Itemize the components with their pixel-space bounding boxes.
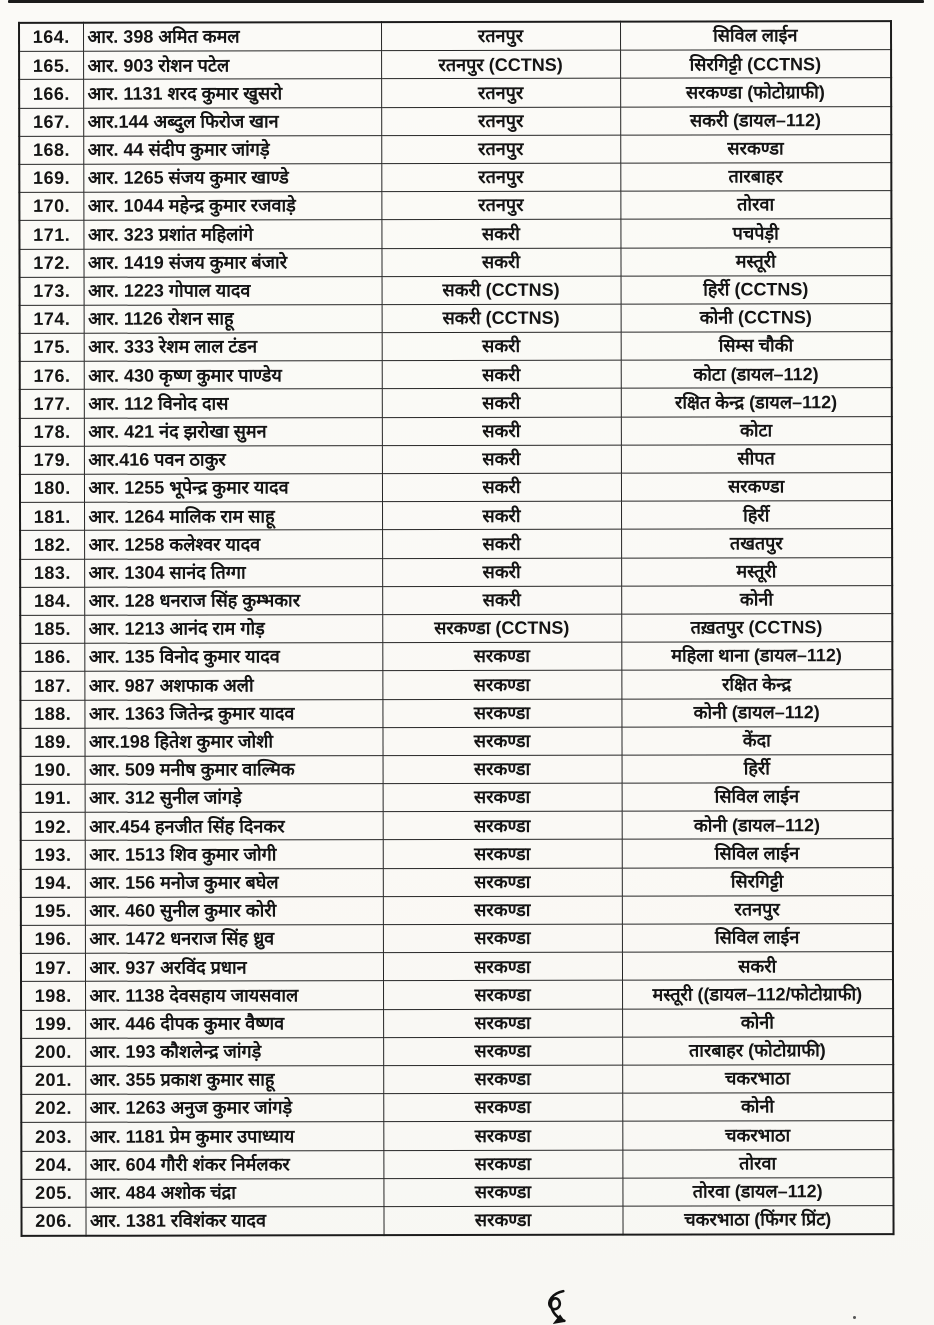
name-cell: आर. 398 अमित कमल: [83, 22, 381, 51]
table-row: [19, 21, 891, 52]
name-cell: आर. 1044 महेन्द्र कुमार रजवाड़े: [83, 192, 381, 221]
from-post-cell: रतनपुर: [381, 135, 620, 164]
from-post-cell: सकरी: [382, 445, 621, 474]
name-cell: आर. 128 धनराज सिंह कुम्भकार: [84, 586, 382, 615]
serial-cell: 168.: [19, 136, 83, 164]
table-row: [19, 219, 891, 249]
serial-cell: 193.: [21, 841, 85, 869]
to-post-cell: चकरभाठा: [622, 1121, 893, 1150]
serial-cell: 206.: [21, 1207, 85, 1236]
to-post-cell: रतनपुर: [622, 895, 893, 924]
to-post-cell: कोटा: [621, 416, 892, 445]
table-row: [21, 1008, 893, 1038]
name-cell: आर. 44 संदीप कुमार जांगड़े: [83, 135, 381, 164]
to-post-cell: सरकण्डा (फोटोग्राफी): [620, 78, 891, 107]
from-post-cell: सरकण्डा: [383, 840, 622, 869]
serial-cell: 170.: [19, 192, 83, 220]
table-row: [20, 501, 892, 531]
table-row: [20, 614, 892, 644]
to-post-cell: सिरगिट्टी: [622, 867, 893, 896]
serial-cell: 192.: [21, 813, 85, 841]
from-post-cell: सरकण्डा: [383, 1121, 622, 1150]
from-post-cell: सरकण्डा (CCTNS): [382, 614, 621, 643]
from-post-cell: सकरी: [382, 332, 621, 361]
name-cell: आर. 604 गौरी शंकर निर्मलकर: [85, 1150, 383, 1179]
table-row: [21, 1149, 893, 1179]
from-post-cell: रतनपुर: [381, 22, 620, 51]
table-row: [21, 1177, 893, 1207]
serial-cell: 201.: [21, 1066, 85, 1094]
serial-cell: 176.: [20, 362, 84, 390]
name-cell: आर. 1472 धनराज सिंह ध्रुव: [85, 925, 383, 954]
to-post-cell: महिला थाना (डायल–112): [621, 642, 892, 671]
name-cell: आर. 1264 मालिक राम साहू: [84, 502, 382, 531]
serial-cell: 194.: [21, 869, 85, 897]
serial-cell: 189.: [20, 728, 84, 756]
serial-cell: 178.: [20, 418, 84, 446]
name-cell: आर. 193 कौशलेन्द्र जांगड़े: [85, 1037, 383, 1066]
table-row: [20, 670, 892, 700]
name-cell: आर. 1513 शिव कुमार जोगी: [85, 840, 383, 869]
table-row: [21, 839, 893, 869]
to-post-cell: रक्षित केन्द्र (डायल–112): [621, 388, 892, 417]
to-post-cell: कोनी (डायल–112): [621, 698, 892, 727]
serial-cell: 172.: [19, 249, 83, 277]
name-cell: आर. 1263 अनुज कुमार जांगड़े: [85, 1094, 383, 1123]
name-cell: आर.144 अब्दुल फिरोज खान: [83, 107, 381, 136]
from-post-cell: सकरी: [381, 248, 620, 277]
table-row: [20, 557, 892, 587]
serial-cell: 188.: [20, 700, 84, 728]
to-post-cell: केंदा: [621, 726, 892, 755]
serial-cell: 205.: [21, 1179, 85, 1207]
to-post-cell: सकरी (डायल–112): [620, 106, 891, 135]
name-cell: आर. 1138 देवसहाय जायसवाल: [85, 981, 383, 1010]
to-post-cell: तोरवा: [622, 1149, 893, 1178]
name-cell: आर. 1131 शरद कुमार खुसरो: [83, 79, 381, 108]
serial-cell: 190.: [21, 756, 85, 784]
serial-cell: 171.: [19, 221, 83, 249]
table-row: [21, 924, 893, 954]
name-cell: आर.198 हितेश कुमार जोशी: [84, 727, 382, 756]
serial-cell: 164.: [19, 23, 83, 52]
from-post-cell: सकरी: [382, 389, 621, 418]
serial-cell: 200.: [21, 1038, 85, 1066]
name-cell: आर. 460 सुनील कुमार कोरी: [85, 896, 383, 925]
transfer-table: [18, 20, 895, 1237]
serial-cell: 173.: [20, 277, 84, 305]
from-post-cell: रतनपुर: [381, 107, 620, 136]
table-row: [21, 783, 893, 813]
to-post-cell: सिम्स चौकी: [621, 332, 892, 361]
table-row: [19, 247, 891, 277]
table-row: [20, 698, 892, 728]
name-cell: आर. 1381 रविशंकर यादव: [85, 1207, 383, 1236]
to-post-cell: सिविल लाईन: [622, 783, 893, 812]
name-cell: आर. 446 दीपक कुमार वैष्णव: [85, 1009, 383, 1038]
from-post-cell: सकरी: [382, 360, 621, 389]
name-cell: आर.416 पवन ठाकुर: [84, 445, 382, 474]
serial-cell: 191.: [21, 784, 85, 812]
serial-cell: 196.: [21, 925, 85, 953]
serial-cell: 174.: [20, 305, 84, 333]
name-cell: आर. 112 विनोद दास: [84, 389, 382, 418]
from-post-cell: रतनपुर (CCTNS): [381, 50, 620, 79]
from-post-cell: सकरी: [382, 558, 621, 587]
to-post-cell: तोरवा (डायल–112): [622, 1177, 893, 1206]
table-row: [20, 332, 892, 362]
from-post-cell: सकरी: [381, 219, 620, 248]
from-post-cell: सरकण्डा: [383, 1150, 622, 1179]
from-post-cell: सरकण्डा: [383, 981, 622, 1010]
to-post-cell: मस्तूरी ((डायल–112/फोटोग्राफी): [622, 980, 893, 1009]
to-post-cell: सिविल लाईन: [622, 924, 893, 953]
scan-speck: [853, 1316, 856, 1319]
name-cell: आर. 1255 भूपेन्द्र कुमार यादव: [84, 474, 382, 503]
from-post-cell: सरकण्डा: [382, 642, 621, 671]
to-post-cell: हिर्री: [621, 501, 892, 530]
from-post-cell: सरकण्डा: [382, 699, 621, 728]
name-cell: आर. 421 नंद झरोखा सुमन: [84, 417, 382, 446]
table-row: [20, 303, 892, 333]
name-cell: आर. 312 सुनील जांगड़े: [85, 784, 383, 813]
serial-cell: 177.: [20, 390, 84, 418]
from-post-cell: सरकण्डा: [383, 1178, 622, 1207]
table-row: [20, 529, 892, 559]
to-post-cell: सरकण्डा: [621, 473, 892, 502]
from-post-cell: रतनपुर: [381, 79, 620, 108]
name-cell: आर. 1181 प्रेम कुमार उपाध्याय: [85, 1122, 383, 1151]
name-cell: आर. 355 प्रकाश कुमार साहू: [85, 1066, 383, 1095]
name-cell: आर. 1223 गोपाल यादव: [84, 276, 382, 305]
serial-cell: 182.: [20, 531, 84, 559]
from-post-cell: सरकण्डा: [383, 924, 622, 953]
to-post-cell: मस्तूरी: [620, 247, 891, 276]
to-post-cell: सीपत: [621, 444, 892, 473]
table-row: [20, 360, 892, 390]
serial-cell: 169.: [19, 164, 83, 192]
page-top-border: [8, 0, 924, 3]
from-post-cell: सरकण्डा: [383, 1065, 622, 1094]
to-post-cell: हिर्री (CCTNS): [621, 275, 892, 304]
serial-cell: 183.: [20, 559, 84, 587]
to-post-cell: कोनी: [622, 1093, 893, 1122]
serial-cell: 180.: [20, 474, 84, 502]
name-cell: आर. 937 अरविंद प्रधान: [85, 953, 383, 982]
serial-cell: 184.: [20, 587, 84, 615]
from-post-cell: सकरी: [382, 473, 621, 502]
from-post-cell: सरकण्डा: [383, 1206, 622, 1235]
from-post-cell: सरकण्डा: [382, 727, 621, 756]
name-cell: आर. 987 अशफाक अली: [84, 671, 382, 700]
to-post-cell: तारबाहर (फोटोग्राफी): [622, 1036, 893, 1065]
table-row: [21, 811, 893, 841]
to-post-cell: सिविल लाईन: [622, 839, 893, 868]
table-row: [20, 642, 892, 672]
to-post-cell: सकरी: [622, 952, 893, 981]
serial-cell: 186.: [20, 643, 84, 671]
name-cell: आर. 1363 जितेन्द्र कुमार यादव: [84, 699, 382, 728]
from-post-cell: सरकण्डा: [383, 1009, 622, 1038]
serial-cell: 167.: [19, 108, 83, 136]
name-cell: आर. 484 अशोक चंद्रा: [85, 1178, 383, 1207]
to-post-cell: पचपेड़ी: [620, 219, 891, 248]
to-post-cell: सरकण्डा: [620, 134, 891, 163]
from-post-cell: सरकण्डा: [383, 811, 622, 840]
to-post-cell: सिविल लाईन: [620, 21, 891, 50]
serial-cell: 197.: [21, 953, 85, 981]
name-cell: आर. 903 रोशन पटेल: [83, 51, 381, 80]
name-cell: आर. 333 रेशम लाल टंडन: [84, 333, 382, 362]
to-post-cell: सिरगिट्टी (CCTNS): [620, 50, 891, 79]
to-post-cell: मस्तूरी: [621, 557, 892, 586]
table-row: [21, 1036, 893, 1066]
serial-cell: 165.: [19, 51, 83, 79]
table-row: [21, 754, 893, 784]
from-post-cell: सकरी (CCTNS): [382, 276, 621, 305]
from-post-cell: सरकण्डा: [383, 952, 622, 981]
table-row: [21, 1121, 893, 1151]
table-row: [20, 585, 892, 615]
from-post-cell: सकरी (CCTNS): [382, 304, 621, 333]
to-post-cell: चकरभाठा: [622, 1065, 893, 1094]
name-cell: आर. 323 प्रशांत महिलांगे: [83, 220, 381, 249]
to-post-cell: कोनी: [621, 585, 892, 614]
from-post-cell: रतनपुर: [381, 163, 620, 192]
serial-cell: 199.: [21, 1010, 85, 1038]
to-post-cell: तख़तपुर (CCTNS): [621, 614, 892, 643]
to-post-cell: कोनी: [622, 1008, 893, 1037]
serial-cell: 187.: [20, 672, 84, 700]
serial-cell: 202.: [21, 1094, 85, 1122]
to-post-cell: चकरभाठा (फिंगर प्रिंट): [622, 1205, 893, 1234]
serial-cell: 198.: [21, 982, 85, 1010]
to-post-cell: कोनी (CCTNS): [621, 303, 892, 332]
table-row: [19, 163, 891, 193]
name-cell: आर.454 हनजीत सिंह दिनकर: [85, 812, 383, 841]
table-row: [20, 444, 892, 474]
to-post-cell: रक्षित केन्द्र: [621, 670, 892, 699]
serial-cell: 185.: [20, 615, 84, 643]
to-post-cell: तोरवा: [620, 191, 891, 220]
from-post-cell: रतनपुर: [381, 191, 620, 220]
to-post-cell: कोनी (डायल–112): [622, 811, 893, 840]
from-post-cell: सरकण्डा: [383, 783, 622, 812]
table-row: [19, 78, 891, 108]
serial-cell: 195.: [21, 897, 85, 925]
serial-cell: 204.: [21, 1151, 85, 1179]
to-post-cell: तखतपुर: [621, 529, 892, 558]
from-post-cell: सरकण्डा: [383, 868, 622, 897]
from-post-cell: सरकण्डा: [383, 755, 622, 784]
table-row: [21, 1065, 893, 1095]
serial-cell: 166.: [19, 80, 83, 108]
from-post-cell: सरकण्डा: [383, 1093, 622, 1122]
table-row: [19, 106, 891, 136]
table-row: [20, 473, 892, 503]
name-cell: आर. 135 विनोद कुमार यादव: [84, 643, 382, 672]
from-post-cell: सकरी: [382, 530, 621, 559]
to-post-cell: हिर्री: [622, 754, 893, 783]
table-row: [20, 275, 892, 305]
from-post-cell: सकरी: [382, 586, 621, 615]
from-post-cell: सरकण्डा: [382, 670, 621, 699]
table-row: [21, 895, 893, 925]
name-cell: आर. 156 मनोज कुमार बघेल: [85, 868, 383, 897]
name-cell: आर. 1126 रोशन साहू: [84, 305, 382, 334]
table-row: [21, 867, 893, 897]
from-post-cell: सरकण्डा: [383, 1037, 622, 1066]
to-post-cell: कोटा (डायल–112): [621, 360, 892, 389]
to-post-cell: तारबाहर: [620, 163, 891, 192]
from-post-cell: सकरी: [382, 501, 621, 530]
from-post-cell: सरकण्डा: [383, 896, 622, 925]
table-row: [21, 1205, 893, 1236]
table-row: [20, 388, 892, 418]
table-row: [19, 134, 891, 164]
transfer-table-body: [19, 21, 894, 1236]
name-cell: आर. 1304 सानंद तिग्गा: [84, 558, 382, 587]
handwritten-mark: [542, 1289, 574, 1325]
serial-cell: 203.: [21, 1123, 85, 1151]
table-row: [19, 50, 891, 80]
name-cell: आर. 1265 संजय कुमार खाण्डे: [83, 164, 381, 193]
serial-cell: 181.: [20, 502, 84, 530]
table-row: [20, 416, 892, 446]
serial-cell: 179.: [20, 446, 84, 474]
table-row: [21, 952, 893, 982]
from-post-cell: सकरी: [382, 417, 621, 446]
table-row: [21, 980, 893, 1010]
name-cell: आर. 1258 कलेश्वर यादव: [84, 530, 382, 559]
name-cell: आर. 1213 आनंद राम गोड़: [84, 615, 382, 644]
table-row: [20, 726, 892, 756]
table-row: [19, 191, 891, 221]
name-cell: आर. 430 कृष्ण कुमार पाण्डेय: [84, 361, 382, 390]
table-row: [21, 1093, 893, 1123]
name-cell: आर. 1419 संजय कुमार बंजारे: [83, 248, 381, 277]
serial-cell: 175.: [20, 333, 84, 361]
name-cell: आर. 509 मनीष कुमार वाल्मिक: [85, 756, 383, 785]
